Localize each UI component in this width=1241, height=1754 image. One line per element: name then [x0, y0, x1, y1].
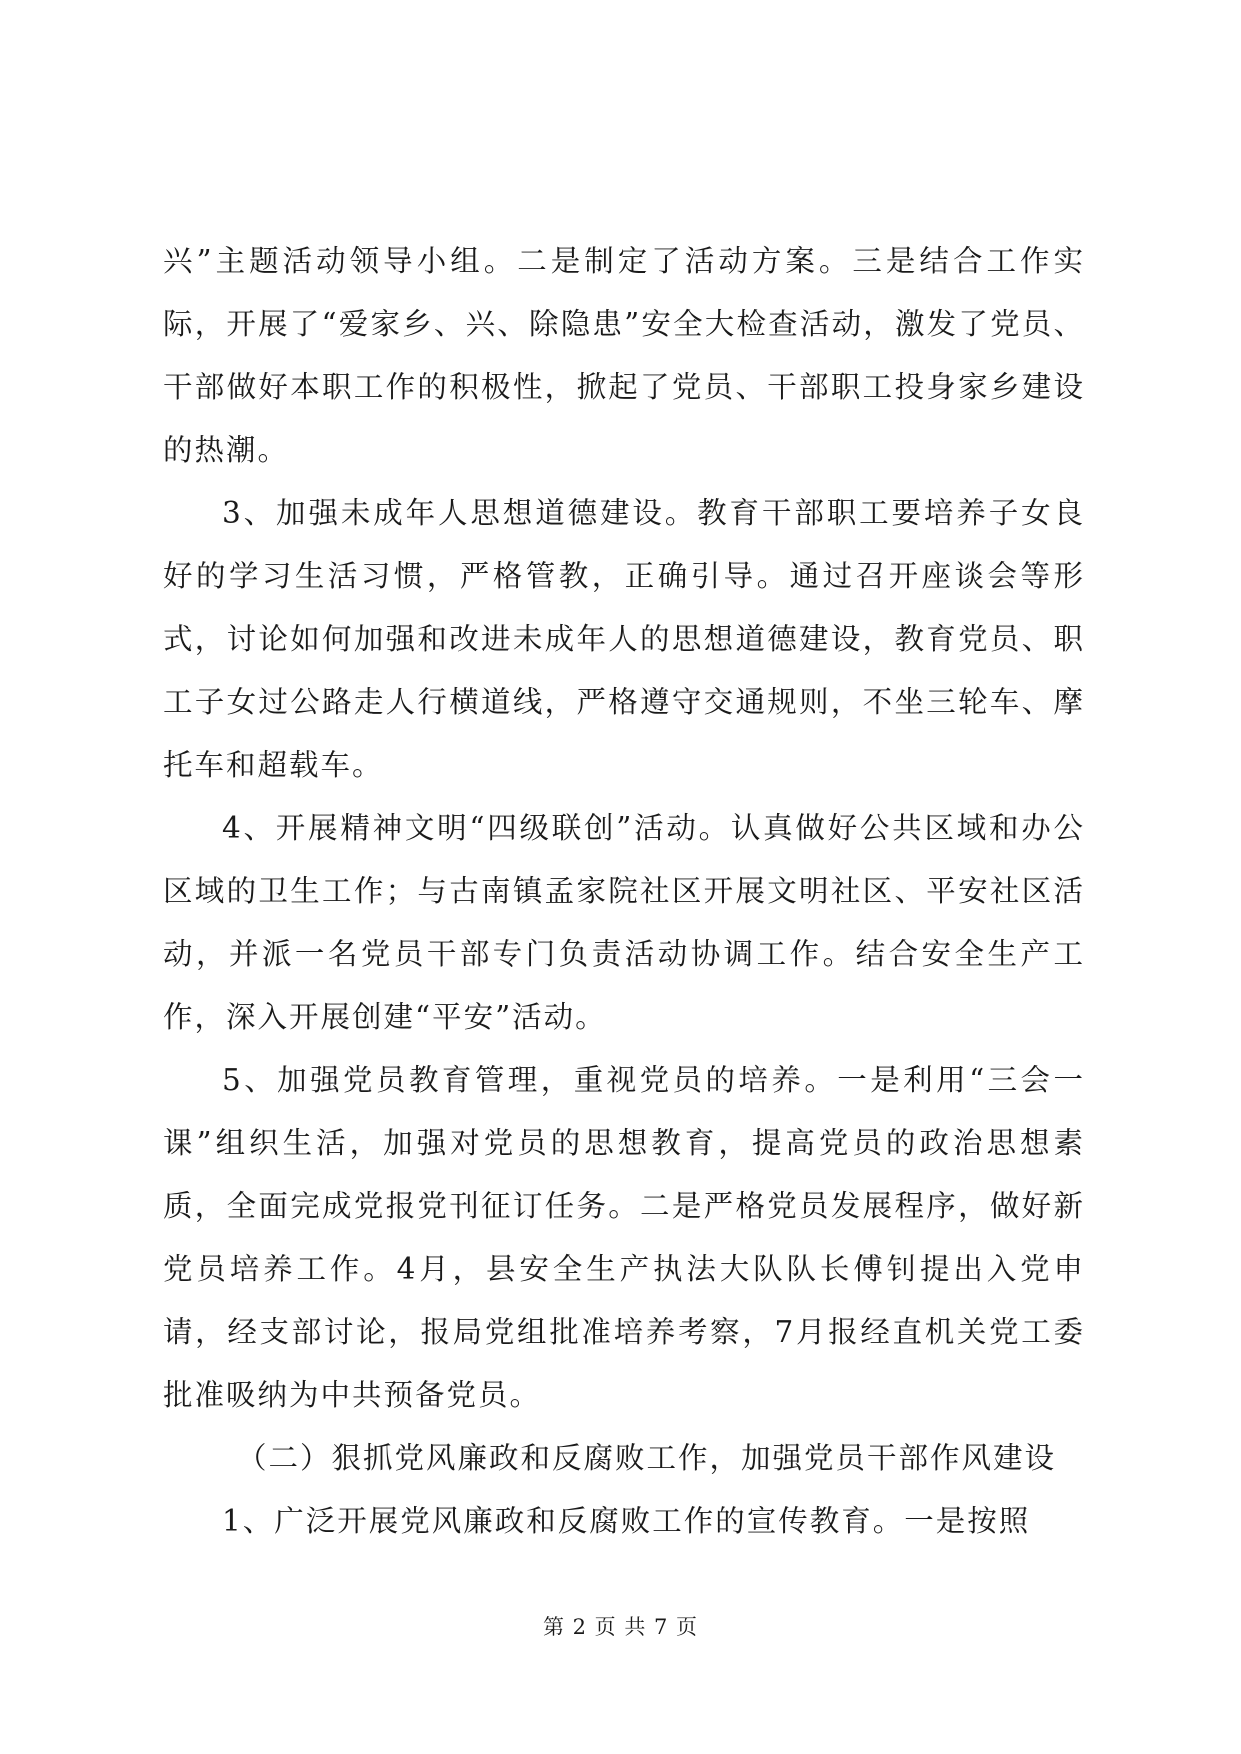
paragraph-continuation: 兴”主题活动领导小组。二是制定了活动方案。三是结合工作实际，开展了“爱家乡、兴、除隐患”安全大检查活动，激发了党员、干部做好本职工作的积极性，掀起了党员、干部职工投身家乡建设的热潮。: [163, 244, 1085, 467]
section-heading-2: （二）狠抓党风廉政和反腐败工作，加强党员干部作风建设: [237, 1441, 1057, 1475]
page-footer: 第 2 页 共 7 页: [542, 1615, 699, 1639]
paragraph-item-1: 1、广泛开展党风廉政和反腐败工作的宣传教育。一是按照: [222, 1504, 1031, 1538]
paragraph-item-3: 3、加强未成年人思想道德建设。教育干部职工要培养子女良好的学习生活习惯，严格管教，正确引导。通过召开座谈会等形式，讨论如何加强和改进未成年人的思想道德建设，教育党员、职工子女过公路走人行横道线，严格遵守交通规则，不坐三轮车、摩托车和超载车。: [163, 496, 1085, 782]
document-body: [163, 230, 1085, 1553]
paragraph-item-4: 4、开展精神文明“四级联创”活动。认真做好公共区域和办公区域的卫生工作；与古南镇孟家院社区开展文明社区、平安社区活动，并派一名党员干部专门负责活动协调工作。结合安全生产工作，深入开展创建“平安”活动。: [163, 811, 1085, 1034]
paragraph-item-5: 5、加强党员教育管理，重视党员的培养。一是利用“三会一课”组织生活，加强对党员的思想教育，提高党员的政治思想素质，全面完成党报党刊征订任务。二是严格党员发展程序，做好新党员培养工作。4月，县安全生产执法大队队长傅钊提出入党申请，经支部讨论，报局党组批准培养考察，7月报经直机关党工委批准吸纳为中共预备党员。: [163, 1063, 1085, 1412]
